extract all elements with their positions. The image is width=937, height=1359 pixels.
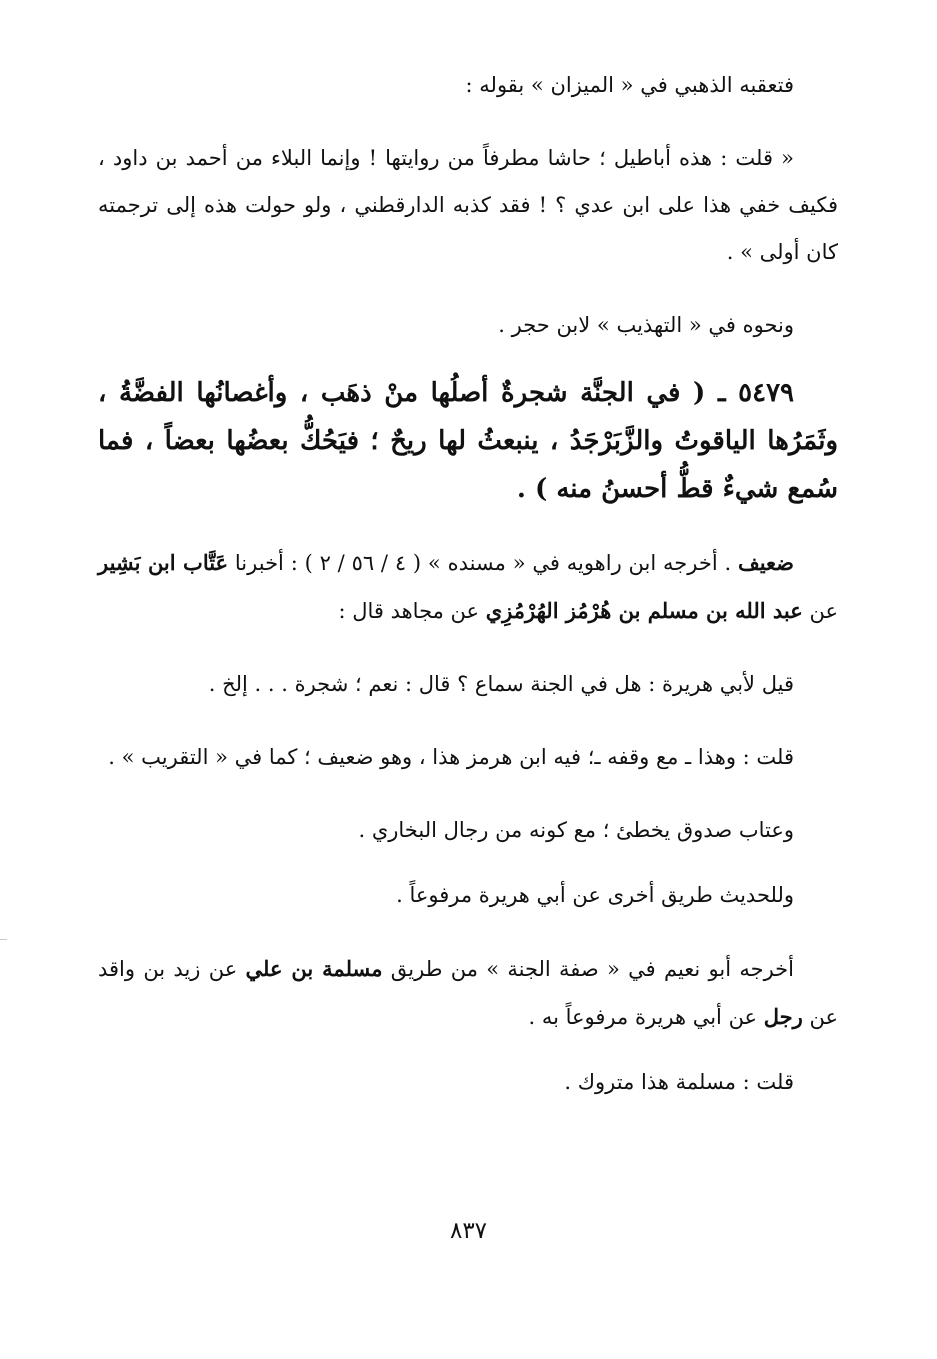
narrator-name-rajul: رجل: [763, 1004, 803, 1029]
paragraph-takhrij: [98, 539, 838, 635]
takhrij-text-2: عن: [802, 599, 838, 623]
paragraph-dhahabi-intro: فتعقبه الذهبي في « الميزان » بقوله :: [465, 73, 794, 97]
margin-tick: [0, 939, 7, 940]
page-body: [98, 62, 838, 1106]
paragraph-other-route: وللحديث طريق أخرى عن أبي هريرة مرفوعاً .: [396, 883, 794, 907]
paragraph-abu-hurayra-quote: قيل لأبي هريرة : هل في الجنة سماع ؟ قال : نعم ؛ شجرة . . . إلخ .: [208, 672, 794, 696]
page-number: ٨٣٧: [449, 1218, 488, 1244]
grading-label: ضعيف: [737, 550, 794, 575]
hadith-5479-text: ٥٤٧٩ ـ ( في الجنَّة شجرةٌ أصلُها منْ ذهَب ، وأغصانُها الفضَّةُ ، وثَمَرُها الياقوتُ والزَّبَرْجَدُ ، ينبعثُ لها ريحٌ ؛ فيَحُكُّ بعضُها بعضاً ، فما سُمع شيءٌ قطُّ أحسنُ منه ) .: [98, 378, 838, 504]
abu-nuaym-text-2: عن زيد بن واقد عن: [98, 957, 838, 1029]
narrator-name-maslama: مسلمة بن علي: [245, 956, 383, 981]
narrator-name-attab: عَتَّاب ابن بَشِير: [98, 550, 229, 575]
paragraph-attab-note: وعتاب صدوق يخطئ ؛ مع كونه من رجال البخاري .: [358, 818, 794, 842]
takhrij-text-1: . أخرجه ابن راهويه في « مسنده » ( ٤ / ٥٦ / ٢ ) : أخبرنا: [228, 551, 738, 575]
paragraph-maslama-verdict: قلت : مسلمة هذا متروك .: [564, 1070, 794, 1094]
paragraph-ibn-hurmuz-grading: قلت : وهذا ـ مع وقفه ـ؛ فيه ابن هرمز هذا ، وهو ضعيف ؛ كما في « التقريب » .: [108, 745, 794, 769]
narrator-name-hurmuzi: عبد الله بن مسلم بن هُرْمُز الهُرْمُزِي: [485, 598, 803, 623]
paragraph-abu-nuaym: [98, 945, 838, 1041]
paragraph-dhahabi-quote: « قلت : هذه أباطيل ؛ حاشا مطرفاً من روايتها ! وإنما البلاء من أحمد بن داود ، فكيف خفي هذا على ابن عدي ؟ ! فقد كذبه الدارقطني ، ولو حولت هذه إلى ترجمته كان أولى » .: [98, 146, 838, 264]
paragraph-tahdhib-note: ونحوه في « التهذيب » لابن حجر .: [498, 313, 794, 337]
abu-nuaym-text-3: عن أبي هريرة مرفوعاً به .: [528, 1005, 764, 1029]
abu-nuaym-text-1: أخرجه أبو نعيم في « صفة الجنة » من طريق: [382, 957, 794, 981]
takhrij-text-3: عن مجاهد قال :: [338, 599, 486, 623]
